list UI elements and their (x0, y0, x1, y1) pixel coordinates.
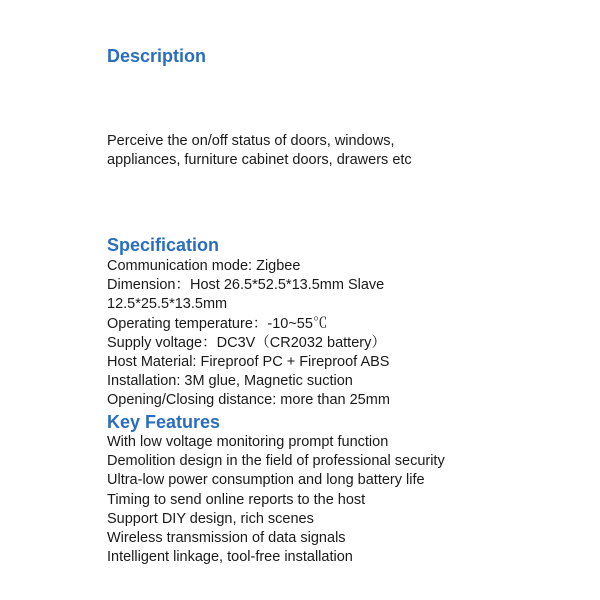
specification-list (107, 257, 567, 411)
spec-item: 12.5*25.5*13.5mm (107, 296, 228, 313)
description-heading: Description (107, 46, 207, 66)
feature-item: Support DIY design, rich scenes (107, 510, 314, 527)
feature-item: Wireless transmission of data signals (107, 530, 346, 547)
key-features-heading: Key Features (107, 412, 221, 432)
feature-item: Intelligent linkage, tool-free installation (107, 549, 353, 566)
spec-item: Installation: 3M glue, Magnetic suction (107, 373, 353, 390)
spec-item: Opening/Closing distance: more than 25mm (107, 392, 390, 409)
description-text (107, 132, 547, 170)
feature-item: Demolition design in the field of professional security (107, 453, 445, 470)
spec-item: Host Material: Fireproof PC + Fireproof ABS (107, 354, 390, 371)
spec-item: Communication mode: Zigbee (107, 258, 301, 274)
spec-item: Operating temperature：-10~55℃ (107, 315, 328, 332)
key-features-list (107, 433, 567, 567)
spec-item: Supply voltage：DC3V（CR2032 battery） (107, 334, 386, 351)
feature-item: Timing to send online reports to the host (107, 491, 366, 508)
feature-item: With low voltage monitoring prompt function (107, 434, 389, 450)
feature-item: Ultra-low power consumption and long battery life (107, 472, 425, 489)
spec-item: Dimension：Host 26.5*52.5*13.5mm Slave (107, 277, 385, 294)
specification-heading: Specification (107, 235, 220, 255)
description-line: appliances, furniture cabinet doors, drawers etc (107, 152, 412, 168)
description-line: Perceive the on/off status of doors, windows, (107, 133, 395, 149)
